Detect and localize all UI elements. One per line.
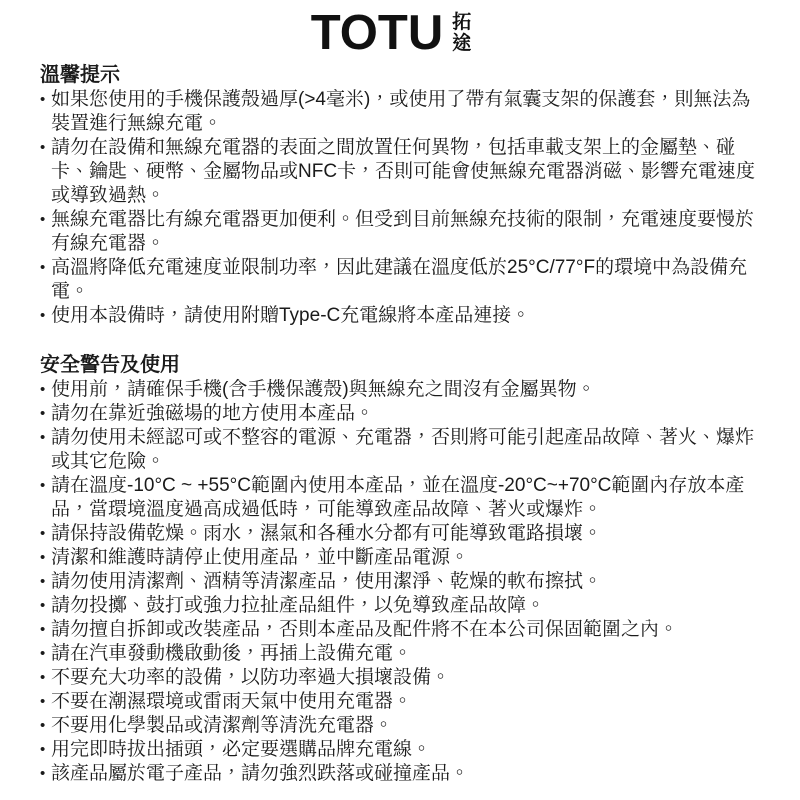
- brand-cjk: [452, 12, 471, 54]
- bullet-marker: •: [40, 525, 46, 542]
- bullet-item: [40, 666, 766, 690]
- bullet-item: [40, 136, 766, 208]
- bullet-text: 無線充電器比有線充電器更加便利。但受到目前無線充技術的限制，充電速度要慢於有線充電器。: [51, 209, 755, 254]
- bullet-marker: •: [40, 741, 46, 758]
- bullet-text: 請保持設備乾燥。雨水，濕氣和各種水分都有可能導致電路損壞。: [51, 523, 603, 544]
- bullet-marker: •: [40, 669, 46, 686]
- section-safety-list: [40, 378, 766, 786]
- bullet-text: 清潔和維護時請停止使用產品，並中斷產品電源。: [51, 547, 470, 568]
- bullet-text: 請在汽車發動機啟動後，再插上設備充電。: [51, 643, 413, 664]
- bullet-text: 請勿使用未經認可或不整容的電源、充電器，否則將可能引起產品故障、著火、爆炸或其它危險。: [51, 427, 755, 472]
- bullet-text: 請勿使用清潔劑、酒精等清潔產品，使用潔淨、乾燥的軟布擦拭。: [51, 571, 603, 592]
- bullet-item: [40, 402, 766, 426]
- bullet-item: [40, 378, 766, 402]
- bullet-marker: •: [40, 549, 46, 566]
- bullet-text: 請勿在靠近強磁場的地方使用本產品。: [51, 403, 375, 424]
- bullet-text: 高溫將降低充電速度並限制功率，因此建議在溫度低於25°C/77°F的環境中為設備充電。: [51, 257, 748, 302]
- bullet-marker: •: [40, 621, 46, 638]
- bullet-marker: •: [40, 307, 46, 324]
- section-tips-heading: 溫馨提示: [40, 64, 120, 86]
- bullet-item: [40, 570, 766, 594]
- bullet-marker: •: [40, 405, 46, 422]
- bullet-marker: •: [40, 597, 46, 614]
- bullet-marker: •: [40, 259, 46, 276]
- bullet-text: 請勿投擲、鼓打或強力拉扯產品組件，以免導致產品故障。: [51, 595, 546, 616]
- bullet-marker: •: [40, 645, 46, 662]
- brand-cjk-bottom: 途: [452, 33, 472, 54]
- section-safety: [40, 352, 766, 786]
- bullet-text: 請勿擅自拆卸或改裝產品，否則本產品及配件將不在本公司保固範圍之內。: [51, 619, 679, 640]
- section-tips-list: [40, 88, 766, 328]
- section-safety-heading: 安全警告及使用: [40, 354, 180, 376]
- bullet-item: [40, 426, 766, 474]
- bullet-item: [40, 208, 766, 256]
- bullet-text: 請勿在設備和無線充電器的表面之間放置任何異物，包括車載支架上的金屬墊、碰卡、鑰匙、硬幣、金屬物品或NFC卡，否則可能會使無線充電器消磁、影響充電速度或導致過熱。: [51, 137, 756, 206]
- bullet-text: 不要用化學製品或清潔劑等清洗充電器。: [51, 715, 394, 736]
- bullet-marker: •: [40, 139, 46, 156]
- bullet-item: [40, 594, 766, 618]
- bullet-text: 使用前，請確保手機(含手機保護殼)與無線充之間沒有金屬異物。: [51, 379, 596, 400]
- bullet-marker: •: [40, 211, 46, 228]
- bullet-item: [40, 618, 766, 642]
- brand-wordmark: TOTU: [310, 5, 444, 60]
- bullet-item: [40, 762, 766, 786]
- bullet-marker: •: [40, 477, 46, 494]
- brand-cjk-top: 拓: [452, 12, 472, 33]
- bullet-marker: •: [40, 573, 46, 590]
- bullet-item: [40, 738, 766, 762]
- bullet-item: [40, 474, 766, 522]
- bullet-marker: •: [40, 693, 46, 710]
- bullet-item: [40, 642, 766, 666]
- bullet-text: 不要在潮濕環境或雷雨天氣中使用充電器。: [51, 691, 413, 712]
- bullet-item: [40, 88, 766, 136]
- brand-logo: [28, 5, 754, 60]
- bullet-item: [40, 690, 766, 714]
- bullet-text: 請在溫度-10°C ~ +55°C範圍內使用本產品，並在溫度-20°C~+70°C範圍內存放本產品，當環境溫度過高成過低時，可能導致產品故障、著火或爆炸。: [51, 475, 745, 520]
- bullet-text: 用完即時拔出插頭，必定要選購品牌充電線。: [51, 739, 432, 760]
- bullet-text: 使用本設備時，請使用附贈Type-C充電線將本產品連接。: [51, 305, 531, 326]
- bullet-item: [40, 304, 766, 328]
- bullet-text: 不要充大功率的設備，以防功率過大損壞設備。: [51, 667, 451, 688]
- bullet-text: 如果您使用的手機保護殼過厚(>4毫米)，或使用了帶有氣囊支架的保護套，則無法為裝置進行無線充電。: [51, 89, 751, 134]
- bullet-text: 該產品屬於電子產品，請勿強烈跌落或碰撞產品。: [51, 763, 470, 784]
- bullet-marker: •: [40, 717, 46, 734]
- bullet-item: [40, 256, 766, 304]
- bullet-marker: •: [40, 381, 46, 398]
- bullet-marker: •: [40, 91, 46, 108]
- bullet-marker: •: [40, 765, 46, 782]
- bullet-item: [40, 546, 766, 570]
- section-tips: [40, 62, 766, 328]
- bullet-item: [40, 714, 766, 738]
- bullet-item: [40, 522, 766, 546]
- bullet-marker: •: [40, 429, 46, 446]
